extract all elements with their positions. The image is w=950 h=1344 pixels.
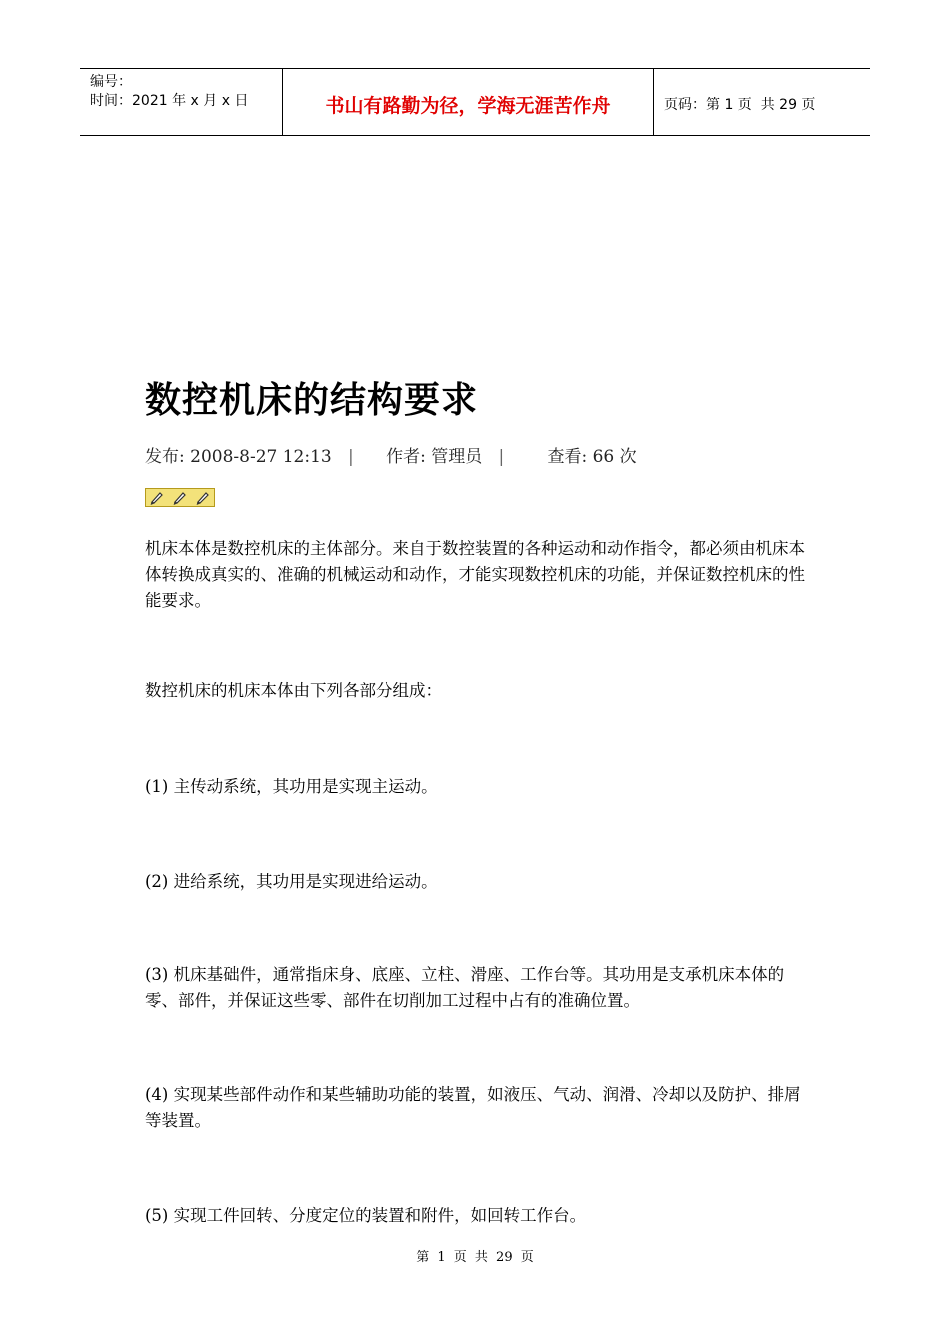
motto-text: 书山有路勤为径，学海无涯苦作舟 bbox=[325, 94, 611, 117]
number-label: 编号： bbox=[90, 74, 132, 90]
list-item: (3) 机床基础件，通常指床身、底座、立柱、滑座、工作台等。其功用是支承机床本体的零、部件，并保证这些零、部件在切削加工过程中占有的准确位置。 bbox=[145, 965, 785, 1010]
meta-separator: | bbox=[498, 447, 505, 467]
page-info: 页码：第 1 页 共 29 页 bbox=[664, 97, 816, 113]
paragraph-intro: 机床本体是数控机床的主体部分。来自于数控装置的各种运动和动作指令，都必须由机床本体转换成真实的、准确的机械运动和动作，才能实现数控机床的功能，并保证数控机床的性能要求。 bbox=[145, 539, 805, 610]
article-meta bbox=[145, 442, 637, 467]
view-count: 查看: 66 次 bbox=[547, 447, 637, 467]
meta-separator: | bbox=[347, 447, 354, 467]
pencil-icon[interactable] bbox=[195, 490, 211, 505]
document-header bbox=[80, 68, 870, 136]
pencil-icon[interactable] bbox=[149, 490, 165, 505]
list-item: (4) 实现某些部件动作和某些辅助功能的装置，如液压、气动、润滑、冷却以及防护、排屑等装置。 bbox=[145, 1085, 801, 1130]
page-footer: 第 1 页 共 29 页 bbox=[416, 1250, 534, 1265]
list-item: (2) 进给系统，其功用是实现进给运动。 bbox=[145, 872, 438, 891]
date-label: 时间：2021 年 x 月 x 日 bbox=[90, 93, 249, 109]
pencil-icon[interactable] bbox=[172, 490, 188, 505]
list-item: (1) 主传动系统，其功用是实现主运动。 bbox=[145, 777, 438, 796]
paragraph-components-heading: 数控机床的机床本体由下列各部分组成： bbox=[145, 681, 442, 700]
toolbar-icon-strip[interactable] bbox=[145, 488, 215, 507]
publish-date: 发布: 2008-8-27 12:13 bbox=[145, 447, 332, 467]
header-motto-cell bbox=[282, 69, 654, 135]
header-info-cell bbox=[80, 69, 282, 135]
header-page-cell bbox=[654, 69, 870, 135]
author: 作者: 管理员 bbox=[386, 447, 483, 467]
page-title: 数控机床的结构要求 bbox=[145, 380, 479, 421]
list-item: (5) 实现工件回转、分度定位的装置和附件，如回转工作台。 bbox=[145, 1206, 587, 1225]
